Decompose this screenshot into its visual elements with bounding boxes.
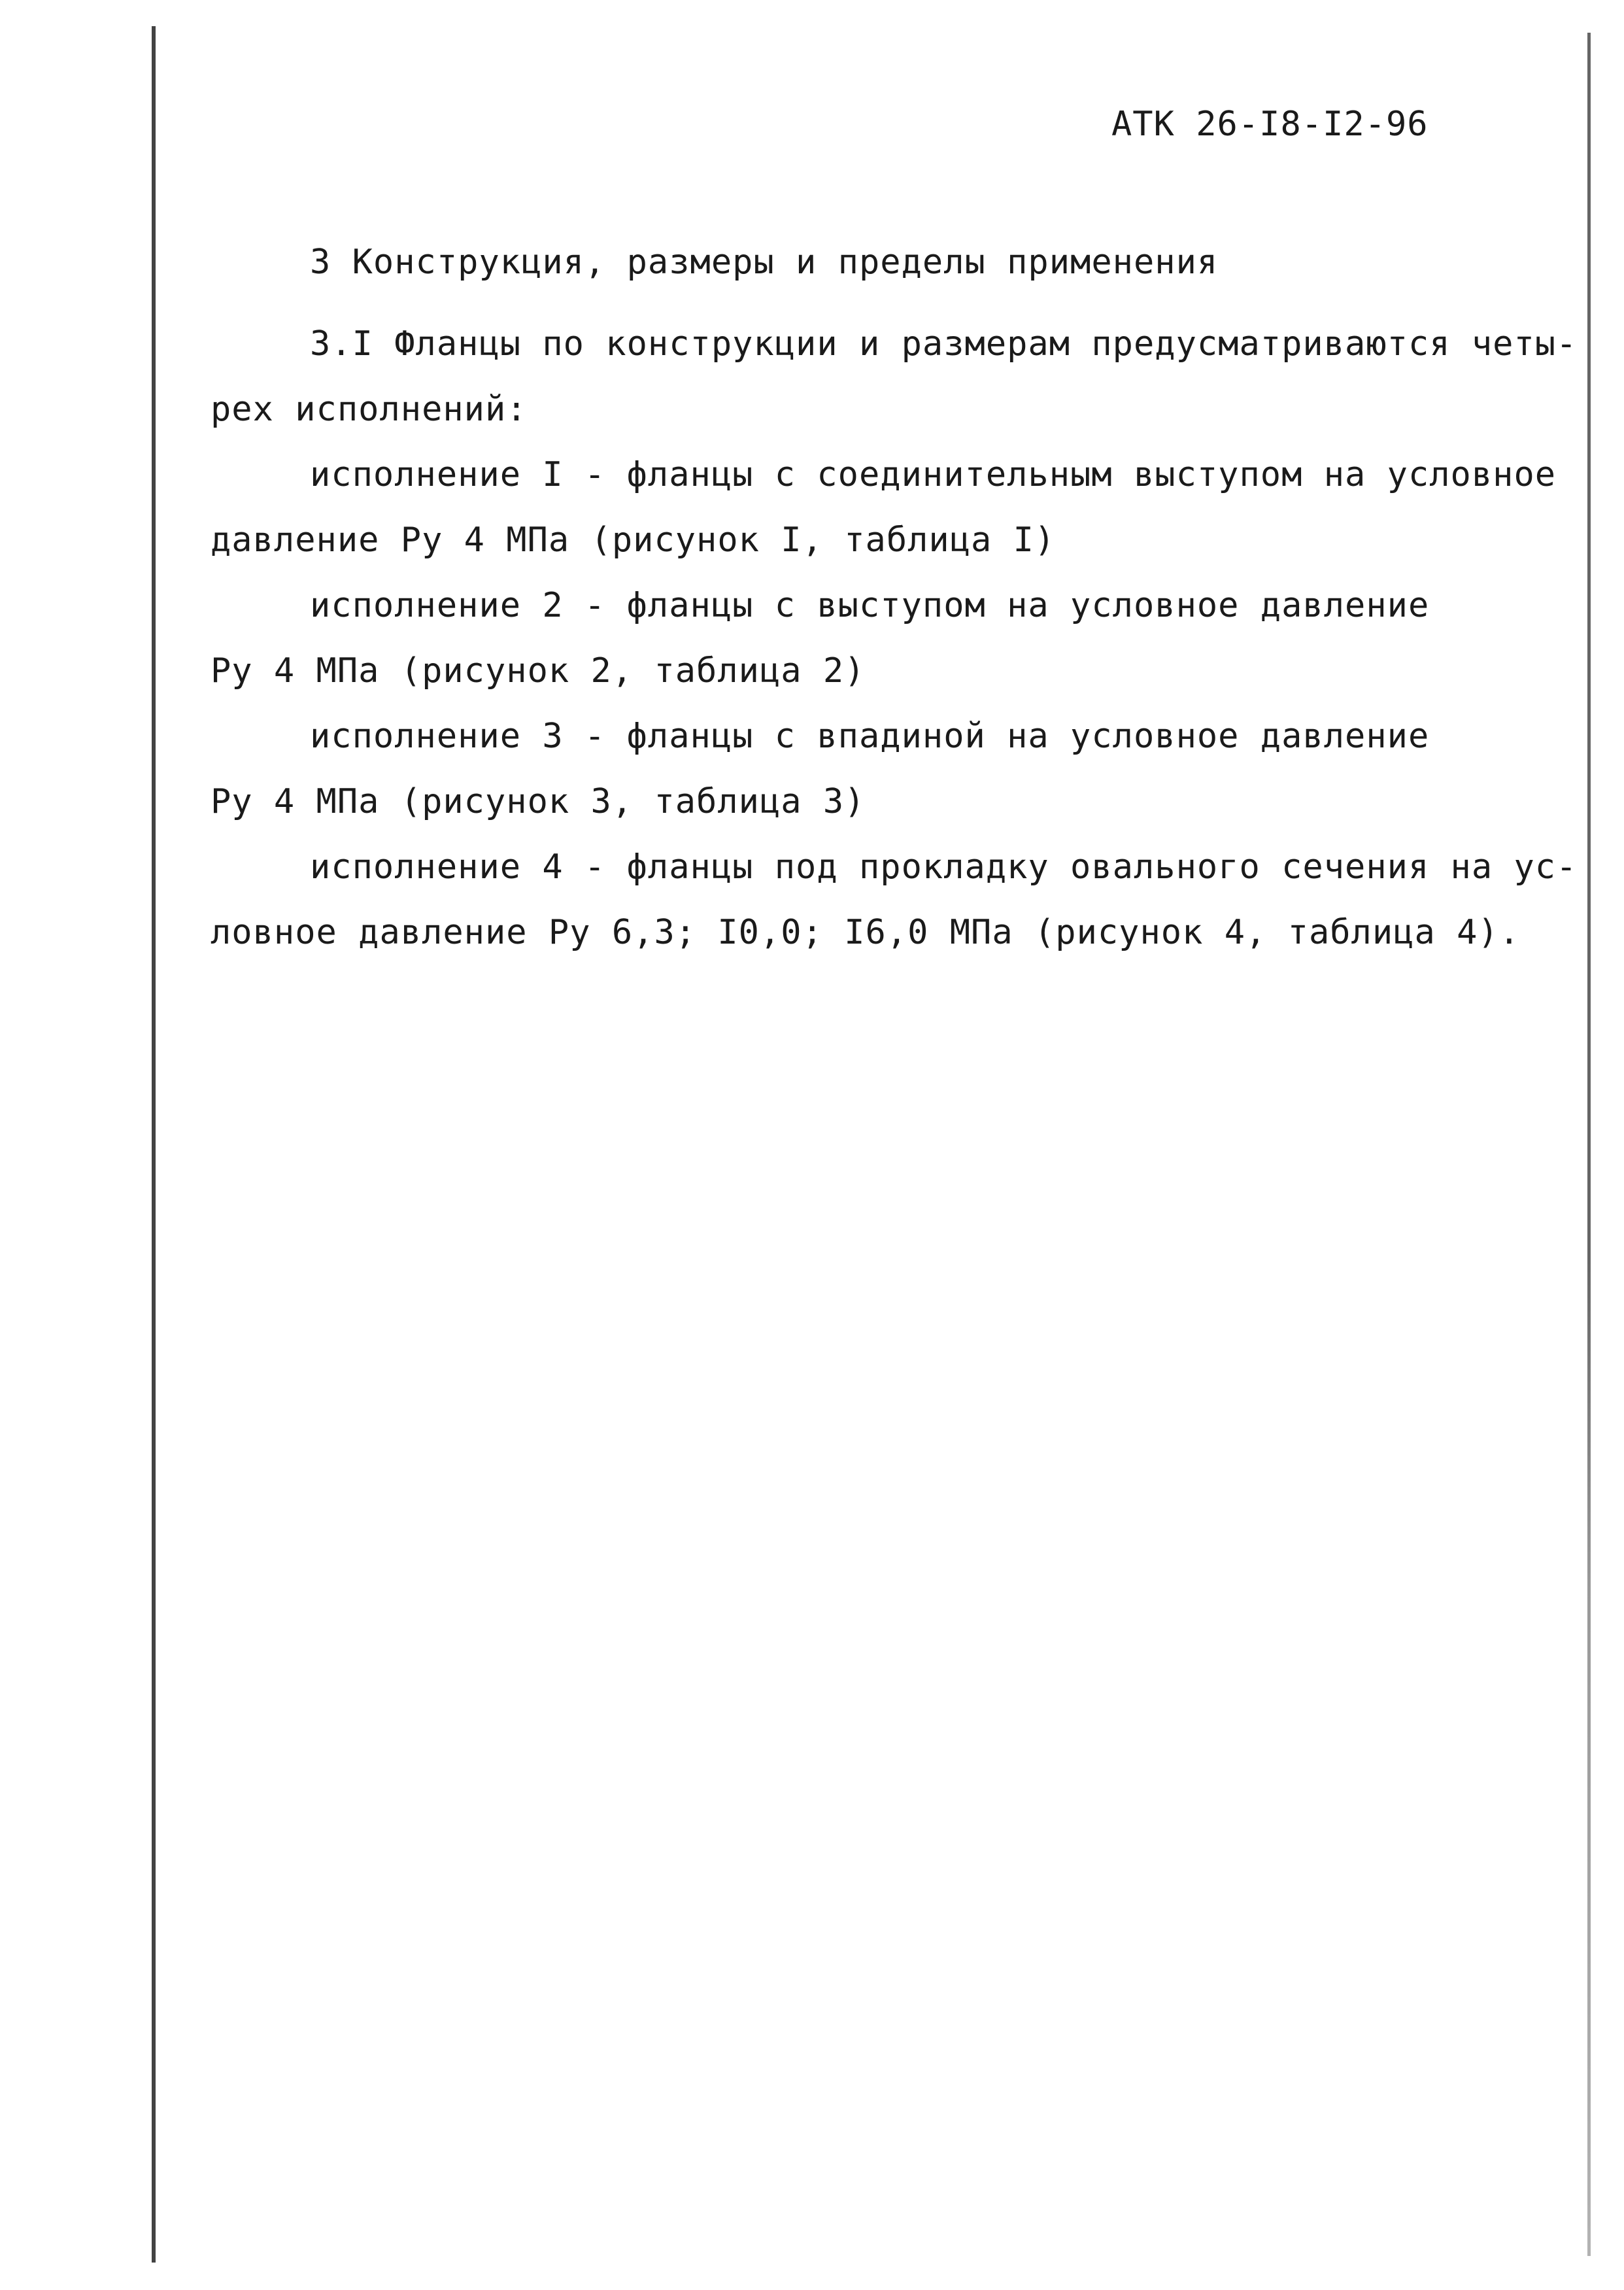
paragraph-3-1-line-1: 3.I Фланцы по конструкции и размерам предусматриваются четы- [310,324,1578,364]
page-left-edge [152,26,156,2263]
variant-4-line-2: ловное давление Ру 6,3; I0,0; I6,0 МПа (рисунок 4, таблица 4). [211,913,1521,952]
page-right-edge [1587,33,1591,2256]
variant-3-line-1: исполнение 3 - фланцы с впадиной на условное давление [310,717,1430,756]
section-heading: 3 Конструкция, размеры и пределы применения [310,243,1219,282]
document-code: АТК 26-I8-I2-96 [1111,105,1429,144]
variant-2-line-2: Ру 4 МПа (рисунок 2, таблица 2) [211,651,866,691]
variant-1-line-2: давление Ру 4 МПа (рисунок I, таблица I) [211,521,1056,560]
paragraph-3-1-line-2: рех исполнений: [211,390,528,429]
variant-2-line-1: исполнение 2 - фланцы с выступом на условное давление [310,586,1430,625]
variant-3-line-2: Ру 4 МПа (рисунок 3, таблица 3) [211,782,866,821]
variant-4-line-1: исполнение 4 - фланцы под прокладку овального сечения на ус- [310,847,1578,887]
variant-1-line-1: исполнение I - фланцы с соединительным выступом на условное [310,455,1557,494]
